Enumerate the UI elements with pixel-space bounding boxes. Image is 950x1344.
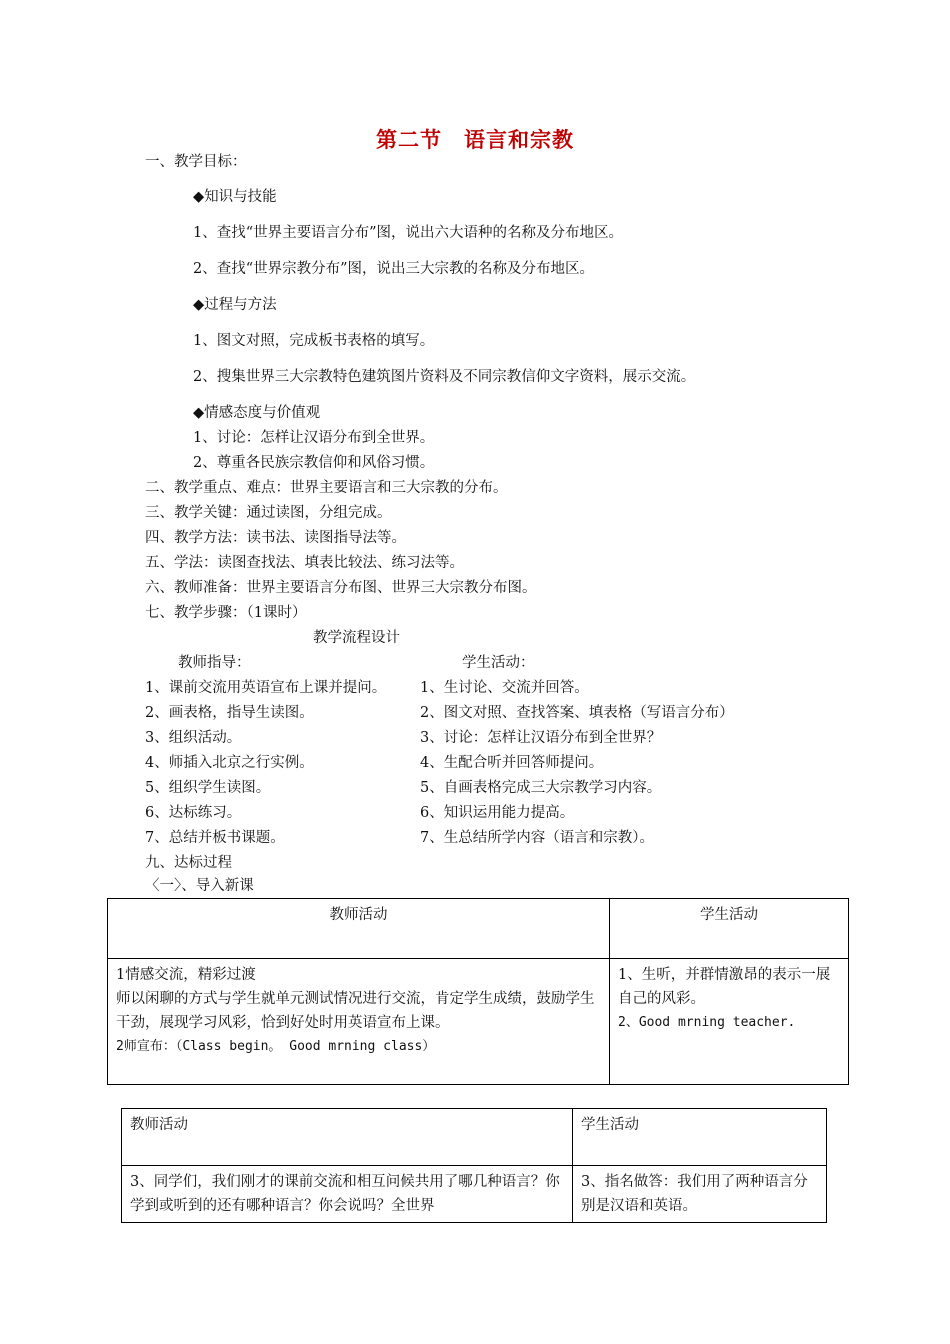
flow-student-item: 3、讨论：怎样让汉语分布到全世界？ bbox=[420, 730, 662, 746]
page-title bbox=[0, 124, 950, 154]
flow-student-item: 7、生总结所学内容（语言和宗教）。 bbox=[420, 830, 654, 846]
activity-table-2 bbox=[121, 1108, 827, 1223]
table1-teacher-line: 1情感交流，精彩过渡 bbox=[116, 967, 256, 983]
flow-teacher-item: 3、组织活动。 bbox=[145, 730, 242, 746]
table1-student-line: 1、生听，并群情激昂的表示一展自己的风彩。 bbox=[618, 967, 831, 1007]
flow-teacher-item: 2、画表格，指导生读图。 bbox=[145, 705, 314, 721]
emotion-label: ◆情感态度与价值观 bbox=[193, 405, 321, 421]
flow-teacher-item: 5、组织学生读图。 bbox=[145, 780, 271, 796]
section-study-methods: 五、学法：读图查找法、填表比较法、练习法等。 bbox=[145, 555, 464, 571]
table2-teacher-cell: 3、同学们，我们刚才的课前交流和相互问候共用了哪几种语言？你学到或听到的还有哪种语言？你会说吗？全世界 bbox=[122, 1166, 573, 1223]
flow-student-item: 4、生配合听并回答师提问。 bbox=[420, 755, 604, 771]
section-methods: 四、教学方法：读书法、读图指导法等。 bbox=[145, 530, 406, 546]
flow-teacher-item: 7、总结并板书课题。 bbox=[145, 830, 285, 846]
emotion-item: 2、尊重各民族宗教信仰和风俗习惯。 bbox=[193, 455, 435, 471]
flow-student-item: 5、自画表格完成三大宗教学习内容。 bbox=[420, 780, 662, 796]
table1-teacher-line: 师以闲聊的方式与学生就单元测试情况进行交流，肯定学生成绩，鼓励学生干劲，展现学习风彩，恰到好处时用英语宣布上课。 bbox=[116, 991, 595, 1031]
table2-head-student: 学生活动 bbox=[573, 1109, 827, 1166]
table1-head-student: 学生活动 bbox=[610, 899, 849, 959]
table2-head-teacher: 教师活动 bbox=[122, 1109, 573, 1166]
objectives-heading: 一、教学目标： bbox=[145, 154, 247, 170]
table1-head-teacher: 教师活动 bbox=[108, 899, 610, 959]
table2-student-cell: 3、指名做答：我们用了两种语言分别是汉语和英语。 bbox=[573, 1166, 827, 1223]
section-key-points: 二、教学重点、难点：世界主要语言和三大宗教的分布。 bbox=[145, 480, 508, 496]
table1-student-line: 2、Good mrning teacher. bbox=[618, 1015, 796, 1030]
intro-heading: 〈一〉、导入新课 bbox=[145, 878, 254, 894]
section-process: 九、达标过程 bbox=[145, 855, 232, 871]
knowledge-label: ◆知识与技能 bbox=[193, 189, 277, 205]
activity-table-1 bbox=[107, 898, 849, 1085]
table1-student-cell bbox=[610, 959, 849, 1085]
section-steps: 七、教学步骤：（1课时） bbox=[145, 605, 307, 621]
flow-teacher-item: 4、师插入北京之行实例。 bbox=[145, 755, 314, 771]
knowledge-item: 2、查找“世界宗教分布”图，说出三大宗教的名称及分布地区。 bbox=[193, 261, 595, 277]
process-label: ◆过程与方法 bbox=[193, 297, 277, 313]
flow-student-header: 学生活动： bbox=[462, 655, 535, 671]
flow-teacher-item: 1、课前交流用英语宣布上课并提问。 bbox=[145, 680, 387, 696]
flow-teacher-item: 6、达标练习。 bbox=[145, 805, 242, 821]
process-item: 1、图文对照，完成板书表格的填写。 bbox=[193, 333, 435, 349]
flow-student-item: 6、知识运用能力提高。 bbox=[420, 805, 575, 821]
title-topic: 语言和宗教 bbox=[464, 128, 574, 152]
title-section-number: 第二节 bbox=[376, 128, 442, 152]
flow-student-item: 1、生讨论、交流并回答。 bbox=[420, 680, 589, 696]
flow-title: 教学流程设计 bbox=[313, 630, 400, 646]
table1-teacher-cell bbox=[108, 959, 610, 1085]
section-key: 三、教学关键：通过读图，分组完成。 bbox=[145, 505, 392, 521]
flow-student-item: 2、图文对照、查找答案、填表格（写语言分布） bbox=[420, 705, 734, 721]
flow-teacher-header: 教师指导： bbox=[178, 655, 251, 671]
emotion-item: 1、讨论：怎样让汉语分布到全世界。 bbox=[193, 430, 435, 446]
knowledge-item: 1、查找“世界主要语言分布”图，说出六大语种的名称及分布地区。 bbox=[193, 225, 624, 241]
process-item: 2、搜集世界三大宗教特色建筑图片资料及不同宗教信仰文字资料，展示交流。 bbox=[193, 369, 696, 385]
table1-teacher-line: 2师宣布：（Class begin。 Good mrning class） bbox=[116, 1039, 436, 1054]
section-preparation: 六、教师准备：世界主要语言分布图、世界三大宗教分布图。 bbox=[145, 580, 537, 596]
